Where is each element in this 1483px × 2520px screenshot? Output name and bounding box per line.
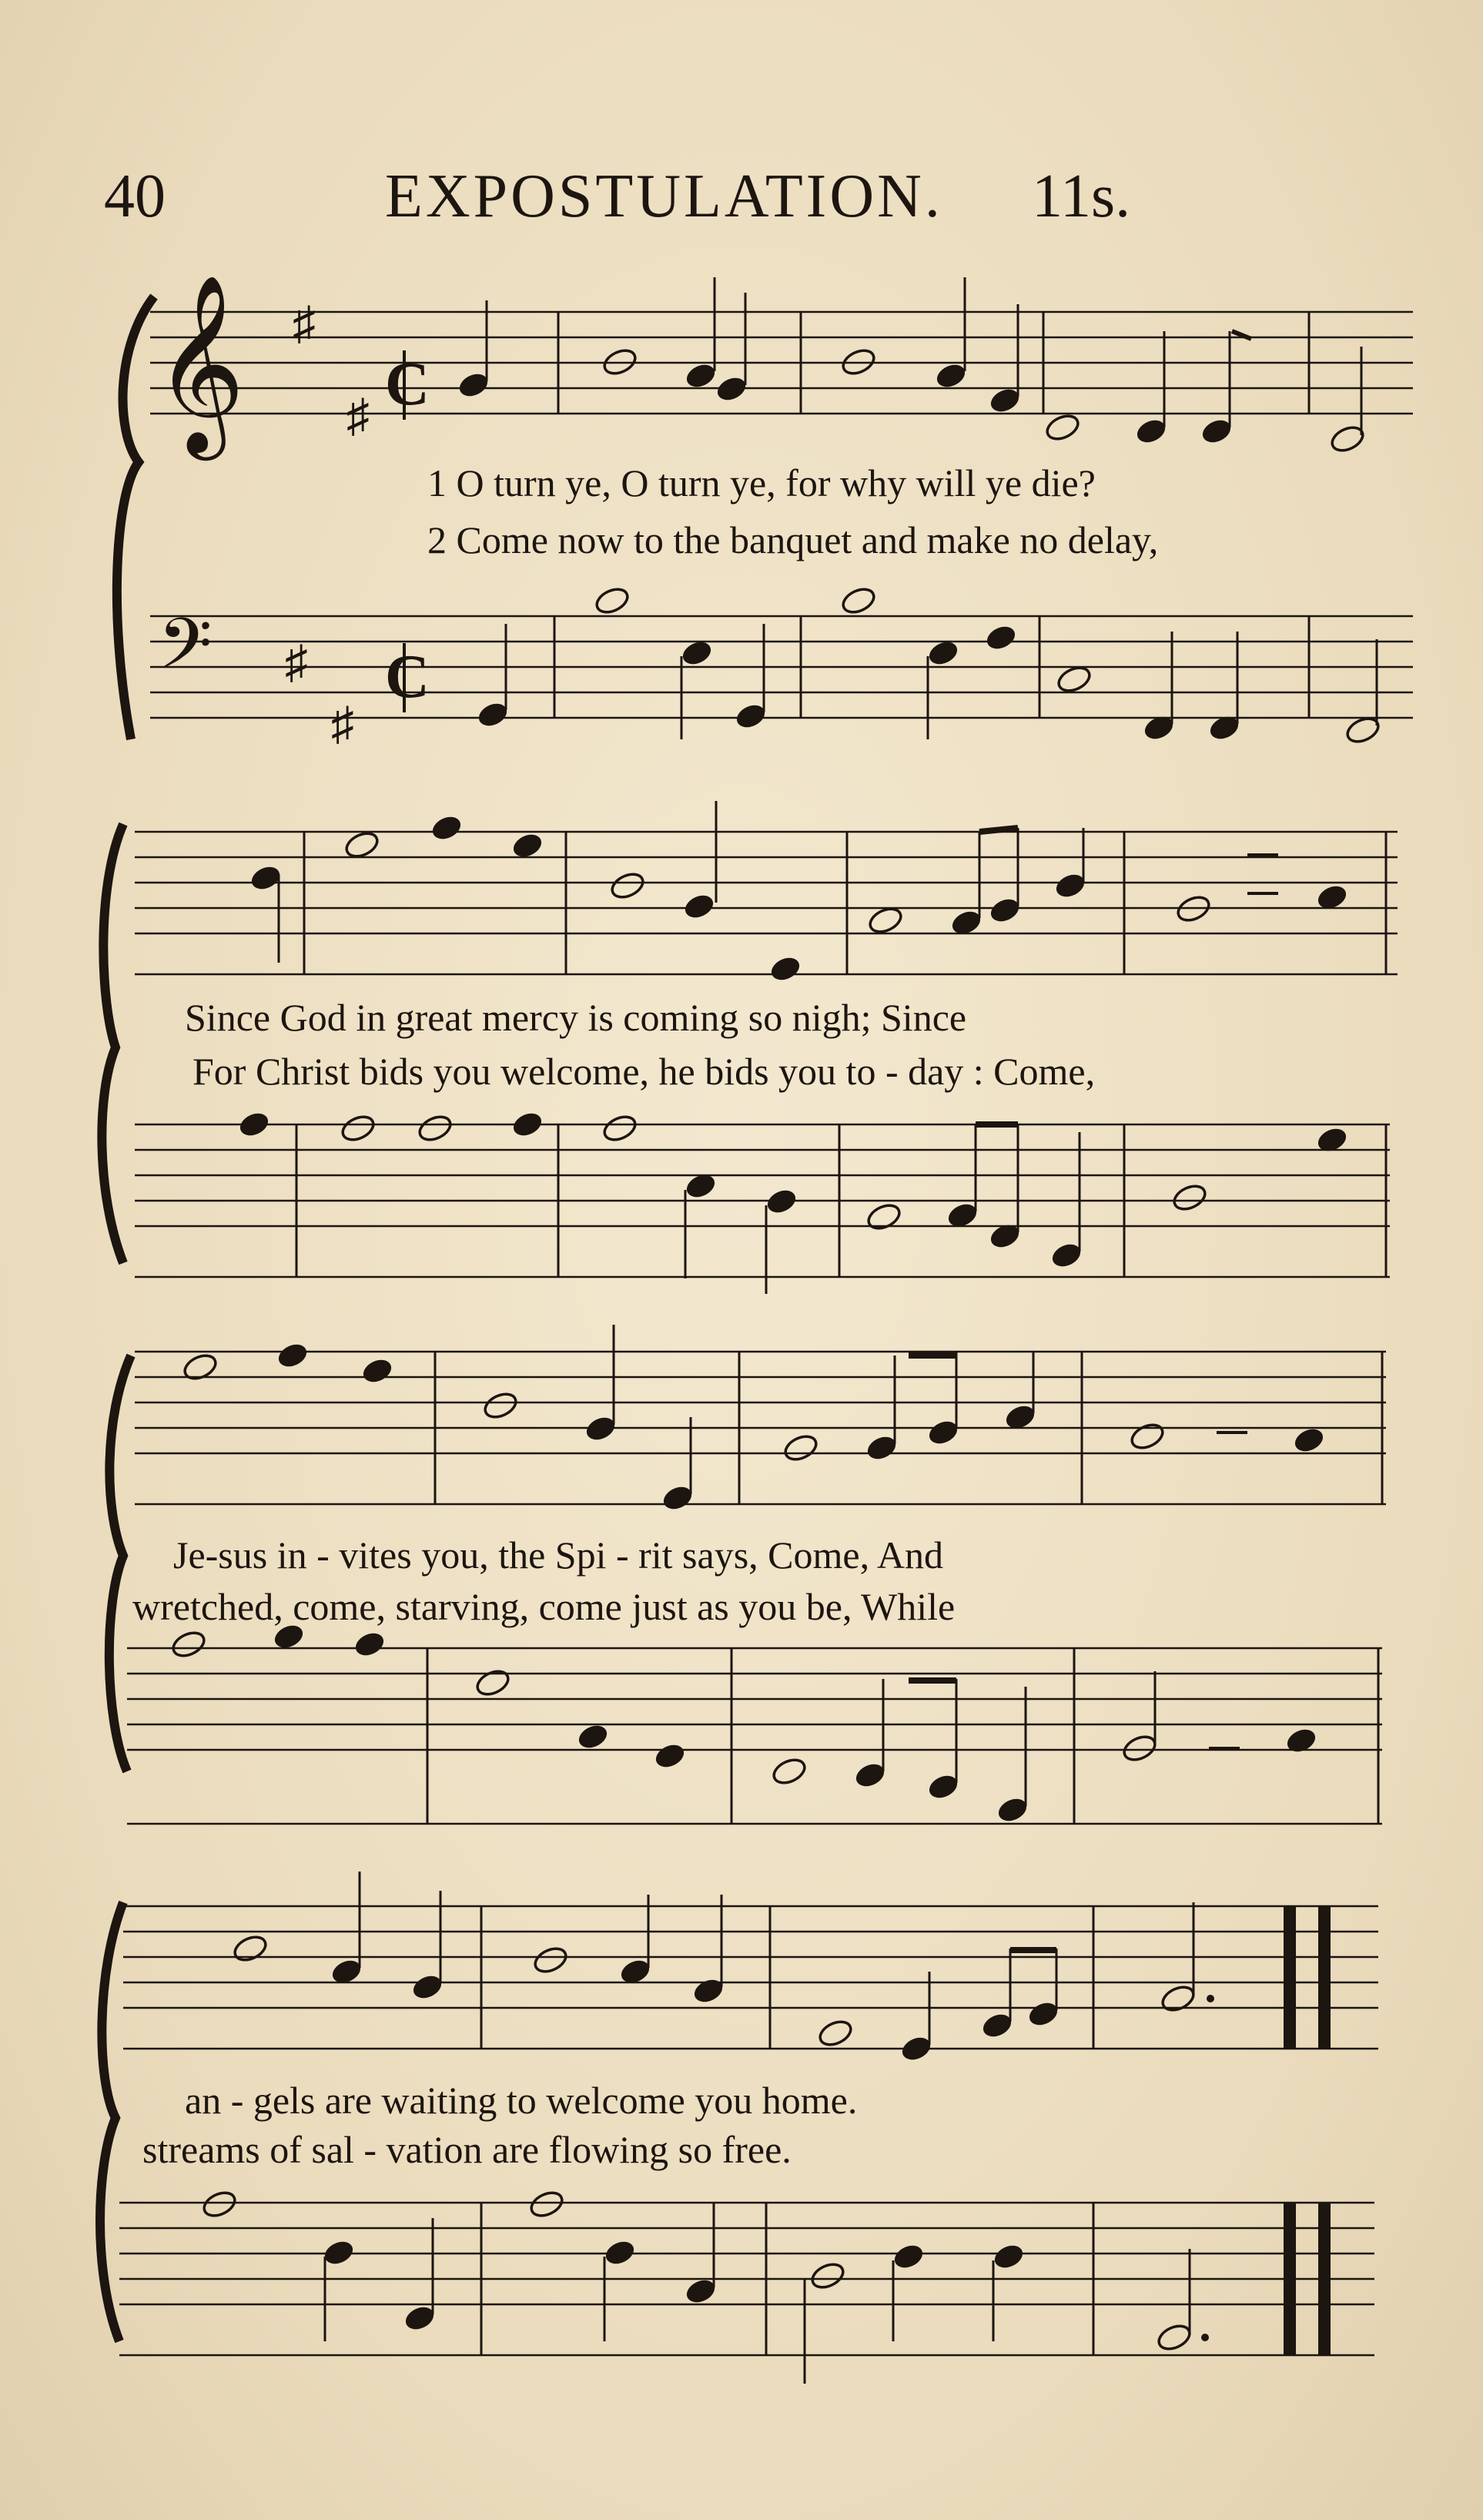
- bass-stems: [325, 2203, 1190, 2384]
- system-1-verse-2: 2 Come now to the banquet and make no delay,: [427, 518, 1159, 561]
- system-1-verse-1: 1 O turn ye, O turn ye, for why will ye die?: [427, 461, 1096, 504]
- system-brace: [109, 1356, 131, 1771]
- page-number: 40: [104, 163, 166, 230]
- common-time-icon: C: [385, 350, 430, 418]
- system-3-verse-2: wretched, come, starving, come just as you be, While: [132, 1585, 956, 1628]
- system-4-verse-1: an - gels are waiting to welcome you home.: [185, 2079, 858, 2122]
- bass-staff: [119, 2203, 1374, 2355]
- treble-stems: [614, 1325, 1033, 1494]
- system-2-verse-1: Since God in great mercy is coming so nigh; Since: [185, 996, 967, 1039]
- sharp-icon: ♯: [331, 699, 354, 749]
- treble-staff: [123, 1906, 1378, 2049]
- final-barline: [1290, 1906, 1324, 2049]
- system-2: [102, 801, 1398, 1294]
- bass-stems: [883, 1671, 1155, 1806]
- system-brace: [117, 297, 154, 739]
- system-1: [117, 277, 1413, 749]
- bass-half-notes: [200, 2188, 1193, 2353]
- treble-stems: [487, 277, 1361, 435]
- treble-barlines: [304, 832, 1386, 974]
- sharp-icon: ♯: [285, 637, 308, 688]
- common-time-icon: C: [385, 643, 430, 711]
- system-brace: [100, 1902, 123, 2341]
- bass-clef-icon: 𝄢: [158, 606, 213, 700]
- treble-staff: [135, 1352, 1386, 1504]
- bass-half-notes: [593, 585, 1381, 746]
- treble-notes: [248, 813, 1349, 984]
- hymn-meter: 11s.: [1032, 163, 1131, 230]
- treble-clef-icon: 𝄞: [154, 280, 246, 450]
- sharp-icon: ♯: [346, 390, 370, 441]
- bass-staff: [127, 1648, 1382, 1824]
- hymn-title: EXPOSTULATION.: [385, 163, 943, 230]
- bass-notes: [475, 622, 1241, 743]
- system-2-verse-2: For Christ bids you welcome, he bids you to - day : Come,: [192, 1050, 1096, 1093]
- bass-half-notes: [339, 1112, 1208, 1232]
- treble-notes: [456, 360, 1234, 447]
- treble-staff: [150, 312, 1413, 414]
- system-3-verse-1: Je-sus in - vites you, the Spi - rit says, Come, And: [173, 1533, 943, 1577]
- system-brace: [102, 824, 123, 1263]
- sharp-icon: ♯: [293, 298, 316, 349]
- treble-notes: [275, 1340, 1326, 1513]
- treble-stems: [360, 1872, 1193, 2045]
- system-4-verse-2: streams of sal - vation are flowing so free.: [142, 2128, 792, 2171]
- bass-notes: [321, 2237, 1026, 2334]
